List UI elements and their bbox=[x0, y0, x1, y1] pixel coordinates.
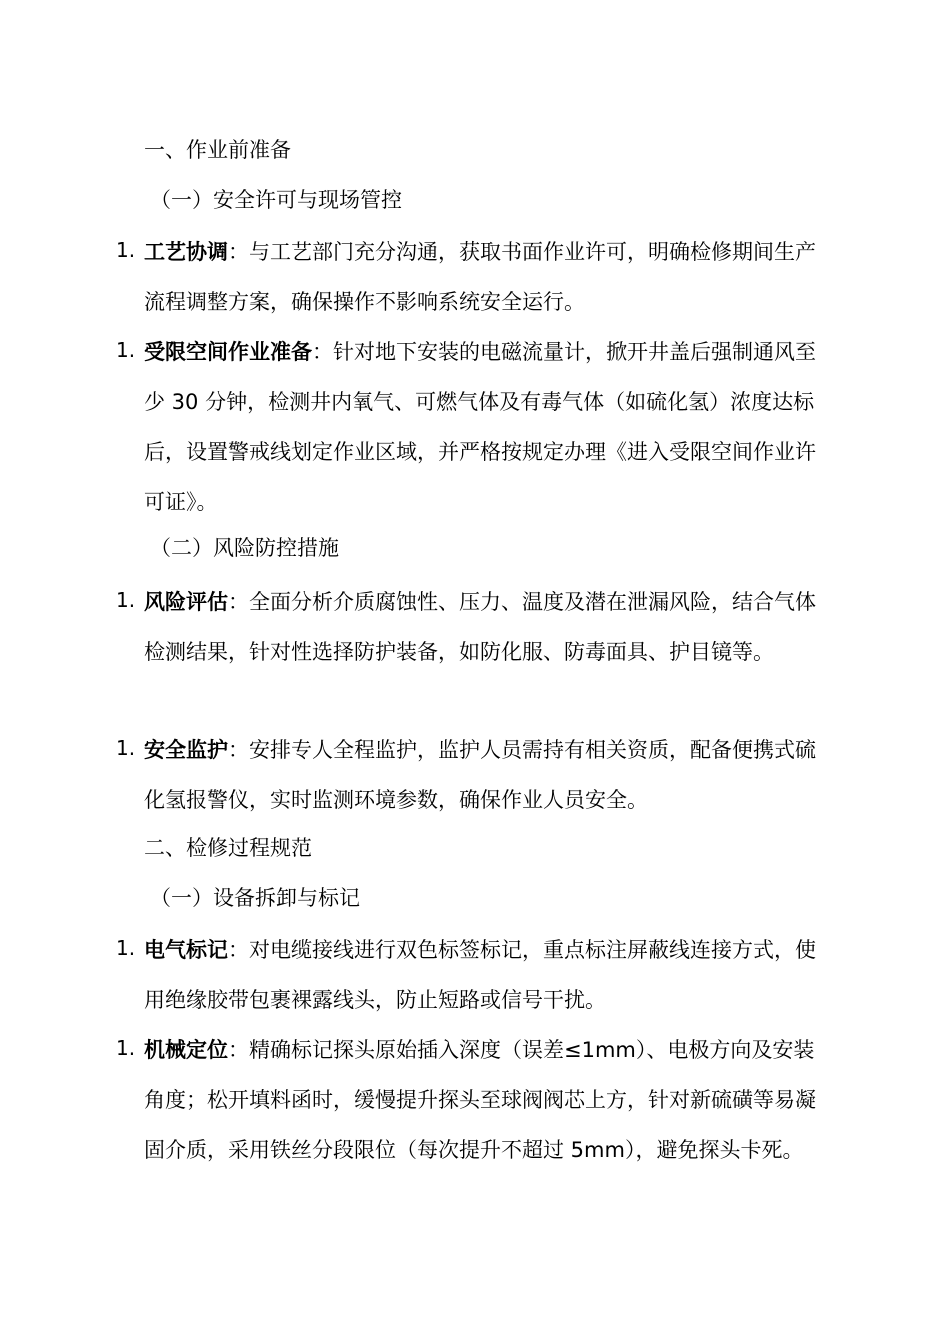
list-item-text bbox=[144, 925, 834, 1025]
list-item-body: ：对电缆接线进行双色标签标记，重点标注屏蔽线连接方式，使用绝缘胶带包裹裸露线头，防止短路或信号干扰。 bbox=[144, 938, 816, 1012]
list-item-text bbox=[144, 725, 834, 825]
list-item-number: 1. bbox=[116, 588, 136, 612]
list-item-number: 1. bbox=[116, 736, 136, 760]
list-item-body: ：安排专人全程监护，监护人员需持有相关资质，配备便携式硫化氢报警仪，实时监测环境参数，确保作业人员安全。 bbox=[144, 738, 816, 812]
list-item-body: ：针对地下安装的电磁流量计，掀开井盖后强制通风至少 30 分钟，检测井内氧气、可燃气体及有毒气体（如硫化氢）浓度达标后，设置警戒线划定作业区域，并严格按规定办理《进入受限空间作业许可证》。 bbox=[144, 340, 816, 514]
list-item-number: 1. bbox=[116, 238, 136, 262]
list-item-number: 1. bbox=[116, 338, 136, 362]
list-item-text bbox=[144, 1025, 834, 1175]
list-item-body: ：与工艺部门充分沟通，获取书面作业许可，明确检修期间生产流程调整方案，确保操作不影响系统安全运行。 bbox=[144, 240, 816, 314]
section-heading-1: 一、作业前准备 bbox=[144, 138, 291, 162]
subsection-heading-2-1: （一）设备拆卸与标记 bbox=[150, 886, 360, 910]
list-item-text bbox=[144, 327, 834, 527]
section-heading-2: 二、检修过程规范 bbox=[144, 836, 312, 860]
subsection-heading-1-2: （二）风险防控措施 bbox=[150, 536, 339, 560]
list-item-bold-term: 工艺协调 bbox=[144, 240, 228, 264]
subsection-heading-1-1: （一）安全许可与现场管控 bbox=[150, 188, 402, 212]
list-item-bold-term: 电气标记 bbox=[144, 938, 228, 962]
list-item-body: ：精确标记探头原始插入深度（误差≤1mm）、电极方向及安装角度；松开填料函时，缓慢提升探头至球阀阀芯上方，针对新硫磺等易凝固介质，采用铁丝分段限位（每次提升不超过 5mm），避免探头卡死。 bbox=[144, 1038, 816, 1162]
list-item-bold-term: 受限空间作业准备 bbox=[144, 340, 312, 364]
list-item-bold-term: 机械定位 bbox=[144, 1038, 228, 1062]
list-item-body: ：全面分析介质腐蚀性、压力、温度及潜在泄漏风险，结合气体检测结果，针对性选择防护装备，如防化服、防毒面具、护目镜等。 bbox=[144, 590, 816, 664]
list-item-bold-term: 风险评估 bbox=[144, 590, 228, 614]
list-item-bold-term: 安全监护 bbox=[144, 738, 228, 762]
list-item-text bbox=[144, 577, 834, 677]
list-item-text bbox=[144, 227, 834, 327]
list-item-number: 1. bbox=[116, 936, 136, 960]
list-item-number: 1. bbox=[116, 1036, 136, 1060]
